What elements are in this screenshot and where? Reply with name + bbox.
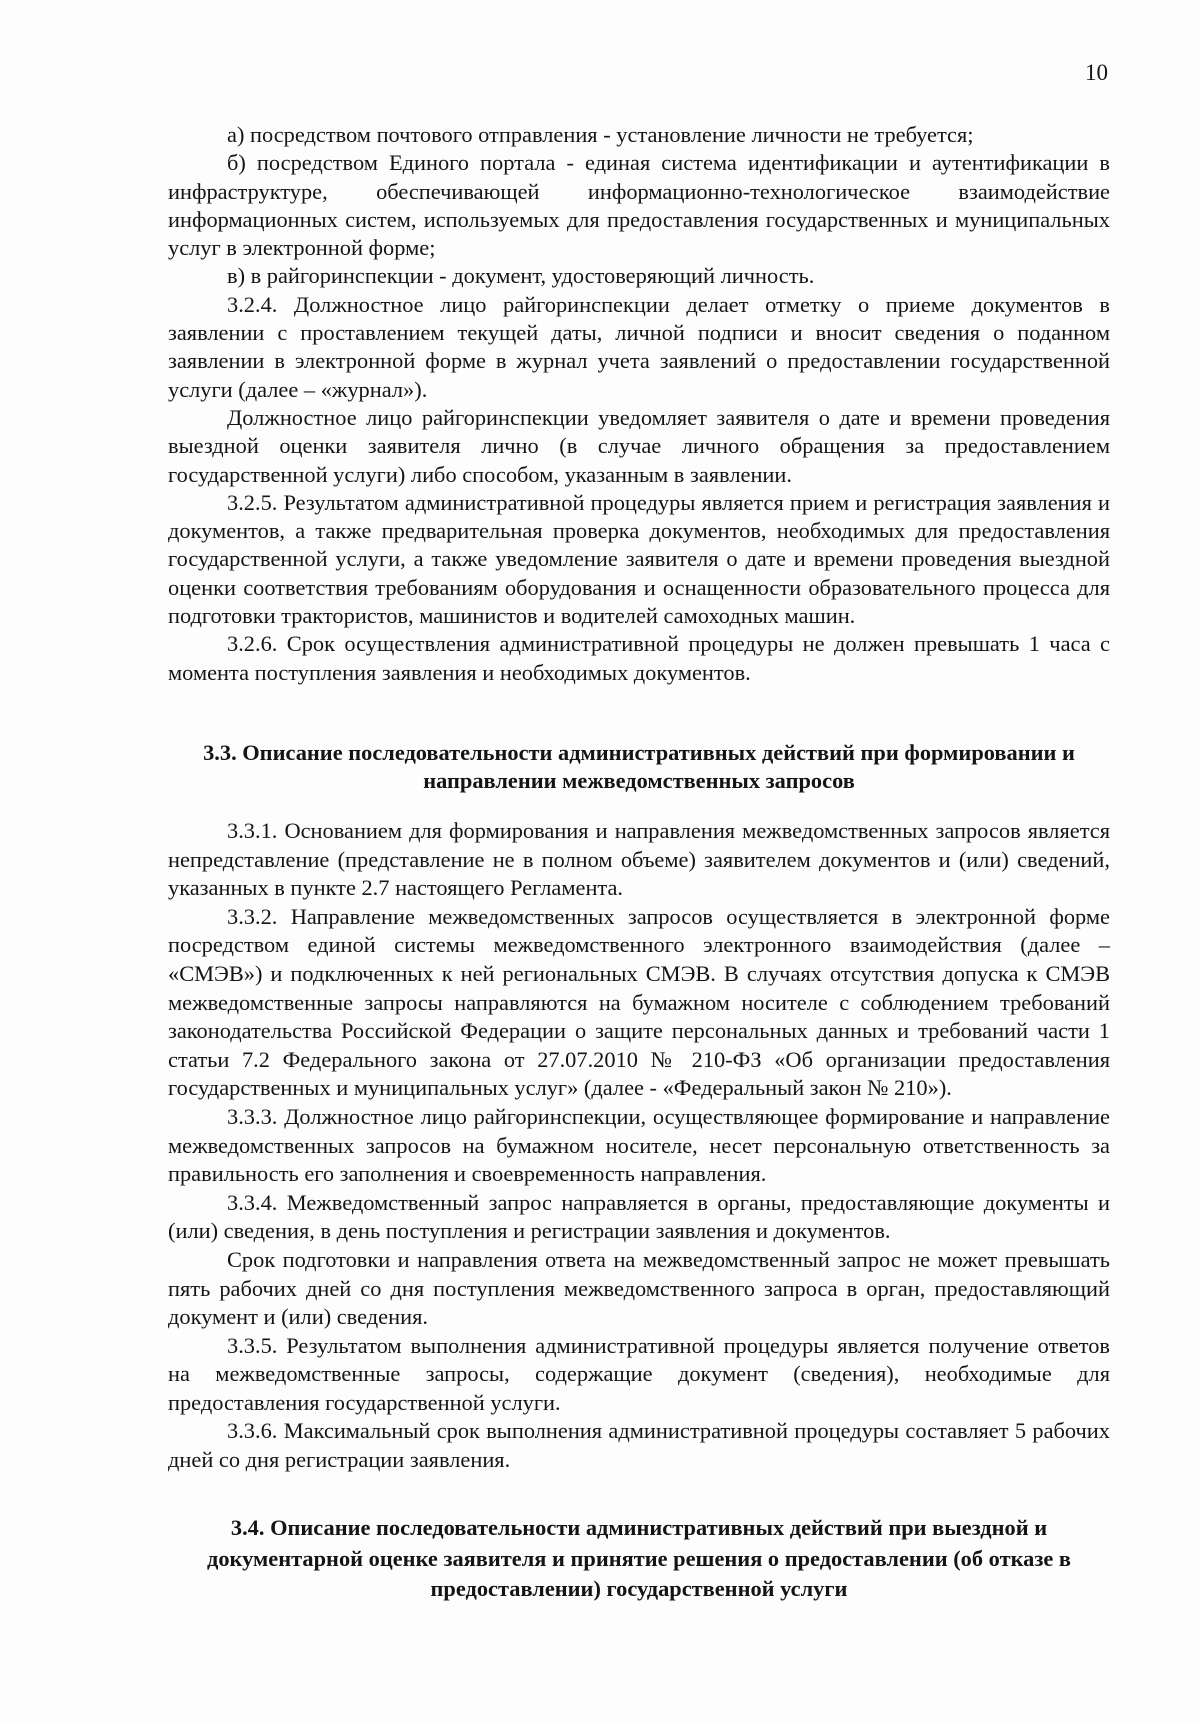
paragraph-identification-post: а) посредством почтового отправления - установление личности не требуется; bbox=[227, 122, 974, 147]
paragraph-notification: Должностное лицо райгоринспекции уведомляет заявителя о дате и времени проведения выездной оценки заявителя лично (в случае личного обращения за предоставлением государственной услуги) либо способом, указанным в заявлении. bbox=[168, 404, 1110, 487]
paragraph-3-3-5: 3.3.5. Результатом выполнения административной процедуры является получение ответов на межведомственные запросы, содержащие документ (сведения), необходимые для предоставления государственной услуги. bbox=[168, 1332, 1110, 1415]
paragraph-3-2-4: 3.2.4. Должностное лицо райгоринспекции делает отметку о приеме документов в заявлении с проставлением текущей даты, личной подписи и вносит сведения о поданном заявлении в электронной форме в журнал учета заявлений о предоставлении государственной услуги (далее – «журнал»). bbox=[168, 291, 1110, 402]
paragraph-3-3-4: 3.3.4. Межведомственный запрос направляется в органы, предоставляющие документы и (или) сведения, в день поступления и регистрации заявления и документов. bbox=[168, 1189, 1110, 1244]
section-3-2-continuation bbox=[168, 121, 1110, 687]
paragraph-response-deadline: Срок подготовки и направления ответа на межведомственный запрос не может превышать пять рабочих дней со дня поступления межведомственного запроса в орган, предоставляющий документ и (или) сведения. bbox=[168, 1246, 1110, 1330]
paragraph-3-3-1: 3.3.1. Основанием для формирования и направления межведомственных запросов является непредставление (представление не в полном объеме) заявителем документов и (или) сведений, указанных в пункте 2.7 настоящего Регламента. bbox=[168, 818, 1110, 901]
paragraph-3-3-3: 3.3.3. Должностное лицо райгоринспекции, осуществляющее формирование и направление межведомственных запросов на бумажном носителе, несет персональную ответственность за правильность его заполнения и своевременность направления. bbox=[168, 1103, 1110, 1187]
section-heading-3-4: 3.4. Описание последовательности административных действий при выездной и документарной оценке заявителя и принятие решения о предоставлении (об отказе в предоставлении) государственной услуги bbox=[207, 1515, 1071, 1601]
paragraph-identification-office: в) в райгоринспекции - документ, удостоверяющий личность. bbox=[227, 263, 815, 289]
paragraph-3-2-5: 3.2.5. Результатом административной процедуры является прием и регистрация заявления и документов, а также предварительная проверка документов, необходимых для предоставления государственной услуги, а также уведомление заявителя о дате и времени проведения выездной оценки соответствия требованиям оборудования и оснащенности образовательного процесса для подготовки трактористов, машинистов и водителей самоходных машин. bbox=[168, 489, 1110, 629]
section-3-3-body bbox=[168, 817, 1110, 1475]
paragraph-3-3-2: 3.3.2. Направление межведомственных запросов осуществляется в электронной форме посредством единой системы межведомственного электронного взаимодействия (далее – «СМЭВ») и подключенных к ней региональных СМЭВ. В случаях отсутствия допуска к СМЭВ межведомственные запросы направляются на бумажном носителе с соблюдением требований законодательства Российской Федерации о защите персональных данных и требований части 1 статьи 7.2 Федерального закона от 27.07.2010 № 210-ФЗ «Об организации предоставления государственных и муниципальных услуг» (далее - «Федеральный закон № 210»). bbox=[168, 903, 1110, 1101]
page-number: 10 bbox=[1085, 60, 1108, 85]
paragraph-3-3-6: 3.3.6. Максимальный срок выполнения административной процедуры составляет 5 рабочих дней со дня регистрации заявления. bbox=[168, 1418, 1110, 1473]
paragraph-3-2-6: 3.2.6. Срок осуществления административной процедуры не должен превышать 1 часа с момента поступления заявления и необходимых документов. bbox=[168, 631, 1110, 685]
section-heading-3-3: 3.3. Описание последовательности административных действий при формировании и направлении межведомственных запросов bbox=[203, 740, 1075, 793]
paragraph-identification-portal: б) посредством Единого портала - единая система идентификации и аутентификации в инфраструктуре, обеспечивающей информационно-технологическое взаимодействие информационных систем, используемых для предоставления государственных и муниципальных услуг в электронной форме; bbox=[168, 150, 1110, 261]
